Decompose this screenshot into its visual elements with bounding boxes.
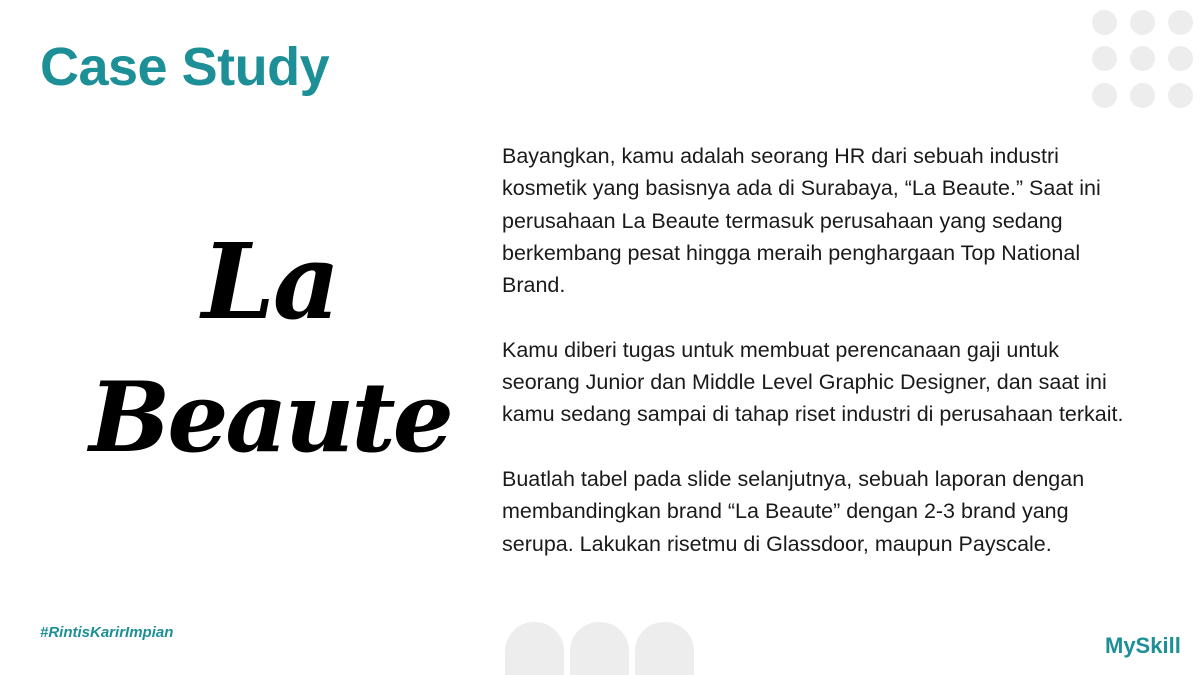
slide-title: Case Study <box>40 37 330 97</box>
myskill-logo: MySkill <box>1105 633 1181 658</box>
decorative-dot <box>1092 46 1117 71</box>
decorative-dot <box>1168 10 1193 35</box>
paragraph-task: Kamu diberi tugas untuk membuat perencanaan gaji untuk seorang Junior dan Middle Level Graphic Designer, dan saat ini kamu sedang sampai di tahap riset industri di perusahaan terkait. <box>502 337 1124 427</box>
logo-line-1: La <box>201 220 339 343</box>
decorative-dot <box>1092 83 1117 108</box>
decorative-arch <box>635 622 694 675</box>
decorative-arch <box>570 622 629 675</box>
decorative-arch <box>505 622 564 675</box>
decorative-dot <box>1168 83 1193 108</box>
decorative-dot <box>1130 10 1155 35</box>
logo-line-2: Beaute <box>89 361 451 474</box>
decorative-dot <box>1130 83 1155 108</box>
decorative-dot-grid <box>1090 8 1200 108</box>
paragraph-instruction: Buatlah tabel pada slide selanjutnya, sebuah laporan dengan membandingkan brand “La Beaute” dengan 2-3 brand yang serupa. Lakukan risetmu di Glassdoor, maupun Payscale. <box>502 466 1085 556</box>
decorative-dot <box>1168 46 1193 71</box>
decorative-dot <box>1130 46 1155 71</box>
decorative-dot <box>1092 10 1117 35</box>
case-description <box>502 140 1142 592</box>
paragraph-scenario: Bayangkan, kamu adalah seorang HR dari sebuah industri kosmetik yang basisnya ada di Surabaya, “La Beaute.” Saat ini perusahaan La Beaute termasuk perusahaan yang sedang berkembang pesat hingga meraih penghargaan Top National Brand. <box>502 144 1101 298</box>
la-beaute-logo <box>60 220 480 474</box>
hashtag-label: #RintisKarirImpian <box>40 624 174 641</box>
